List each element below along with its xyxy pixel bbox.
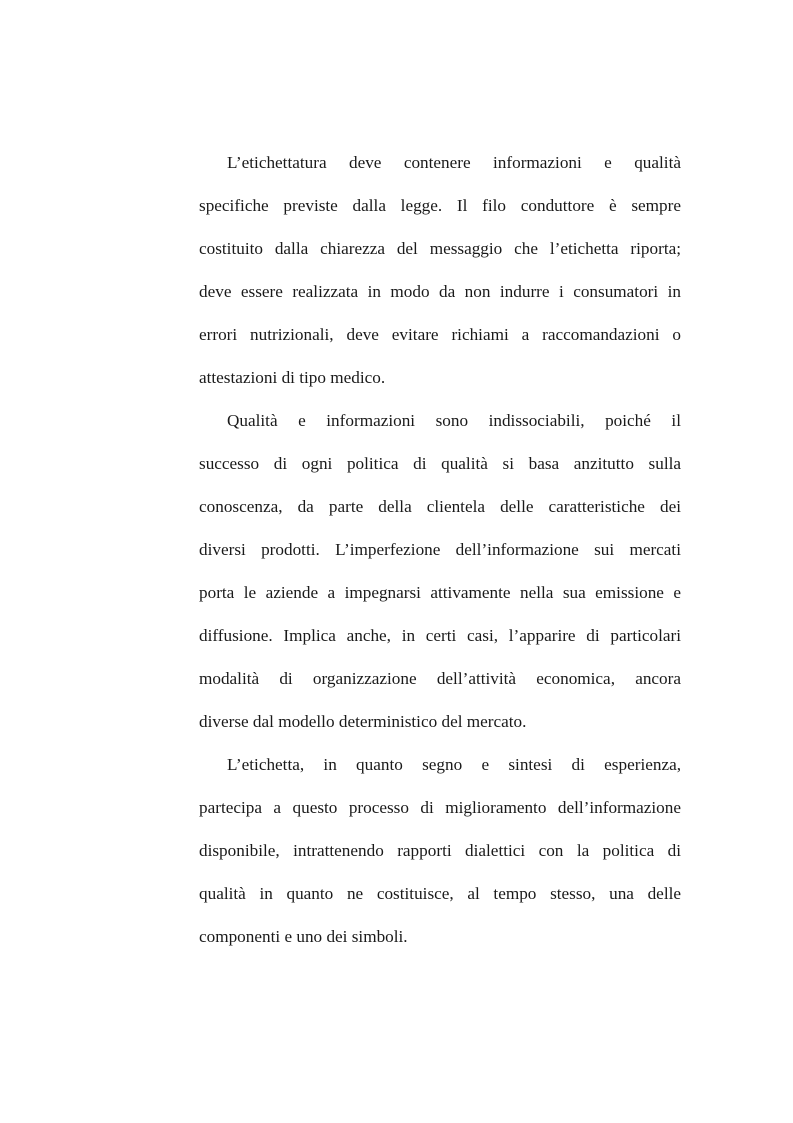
text-line: diversi prodotti. L’imperfezione dell’informazione sui mercati — [199, 540, 681, 559]
text-line: disponibile, intrattenendo rapporti dialettici con la politica di — [199, 841, 681, 860]
text-line: componenti e uno dei simboli. — [199, 927, 408, 946]
paragraph-1 — [199, 141, 681, 399]
text-line: L’etichetta, in quanto segno e sintesi di esperienza, — [227, 755, 681, 774]
text-line: diffusione. Implica anche, in certi casi, l’apparire di particolari — [199, 626, 681, 645]
text-line: porta le aziende a impegnarsi attivamente nella sua emissione e — [199, 583, 681, 602]
text-line: qualità in quanto ne costituisce, al tempo stesso, una delle — [199, 884, 681, 903]
text-line: deve essere realizzata in modo da non indurre i consumatori in — [199, 282, 681, 301]
paragraph-2 — [199, 399, 681, 743]
paragraph-3 — [199, 743, 681, 958]
text-line: conoscenza, da parte della clientela delle caratteristiche dei — [199, 497, 681, 516]
text-line: partecipa a questo processo di miglioramento dell’informazione — [199, 798, 681, 817]
text-line: errori nutrizionali, deve evitare richiami a raccomandazioni o — [199, 325, 681, 344]
text-line: costituito dalla chiarezza del messaggio che l’etichetta riporta; — [199, 239, 681, 258]
text-line: L’etichettatura deve contenere informazioni e qualità — [227, 153, 681, 172]
text-line: modalità di organizzazione dell’attività economica, ancora — [199, 669, 681, 688]
text-line: diverse dal modello deterministico del mercato. — [199, 712, 527, 731]
text-line: Qualità e informazioni sono indissociabili, poiché il — [227, 411, 681, 430]
body-text — [199, 141, 681, 958]
text-line: attestazioni di tipo medico. — [199, 368, 386, 387]
text-line: successo di ogni politica di qualità si basa anzitutto sulla — [199, 454, 681, 473]
text-line: specifiche previste dalla legge. Il filo conduttore è sempre — [199, 196, 681, 215]
